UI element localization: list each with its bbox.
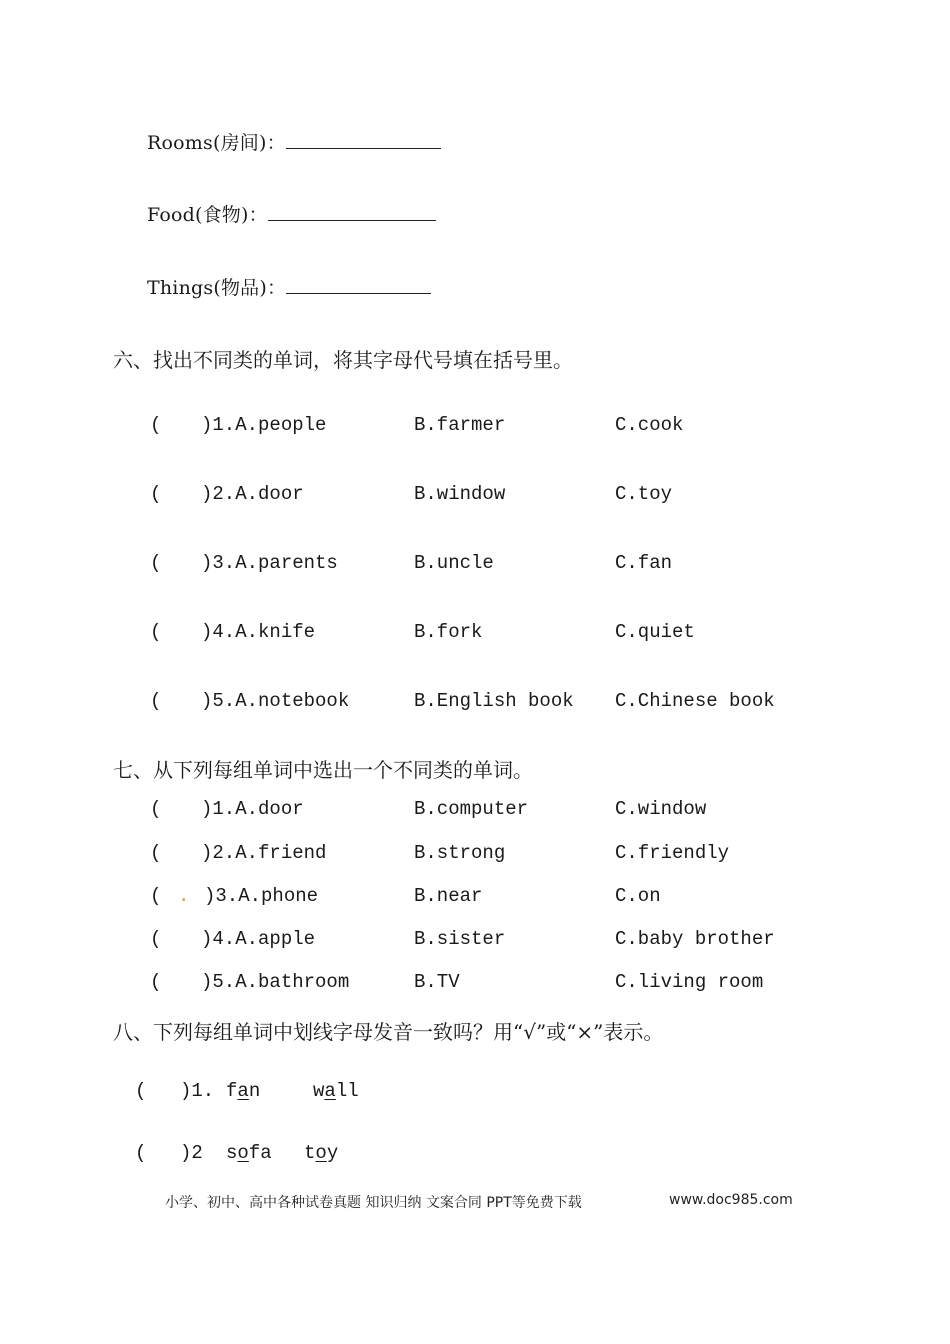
section6-title: 六、找出不同类的单词，将其字母代号填在括号里。 xyxy=(113,348,573,372)
option-a: )3.A.parents xyxy=(201,552,338,574)
option-a: )2.A.door xyxy=(201,483,304,505)
word-sofa: sofa xyxy=(226,1142,272,1164)
food-label: Food(食物)： xyxy=(147,204,268,226)
option-c: C.fan xyxy=(615,552,673,574)
option-b: B.sister xyxy=(414,928,506,950)
section6-item-3 xyxy=(150,552,161,574)
option-b: B.near xyxy=(414,885,483,907)
option-b: B.strong xyxy=(414,842,506,864)
option-b: B.English book xyxy=(414,690,574,712)
answer-paren[interactable]: ( xyxy=(150,928,162,950)
section7-item-4 xyxy=(150,928,161,950)
option-a: )2.A.friend xyxy=(201,842,327,864)
answer-paren[interactable]: ( xyxy=(150,971,162,993)
option-a: )1.A.door xyxy=(201,798,304,820)
answer-paren[interactable]: ( xyxy=(150,842,162,864)
section7-item-1 xyxy=(150,798,161,820)
answer-paren[interactable]: ( xyxy=(150,414,162,436)
option-c: C.cook xyxy=(615,414,684,436)
section6-item-4 xyxy=(150,621,161,643)
item-number: )2 xyxy=(180,1142,203,1164)
section8-title: 八、下列每组单词中划线字母发音一致吗？用“√”或“×”表示。 xyxy=(113,1020,664,1044)
option-b: B.uncle xyxy=(414,552,494,574)
section7-item-5 xyxy=(150,971,161,993)
option-a: )4.A.apple xyxy=(201,928,316,950)
word-fan: fan xyxy=(226,1080,261,1102)
option-a: )5.A.bathroom xyxy=(201,971,350,993)
option-c: C.Chinese book xyxy=(615,690,775,712)
answer-paren[interactable]: ( xyxy=(135,1142,147,1164)
option-c: C.on xyxy=(615,885,661,907)
option-b: B.TV xyxy=(414,971,460,993)
answer-paren[interactable]: ( xyxy=(150,483,162,505)
rooms-blank[interactable] xyxy=(286,132,441,149)
underlined-letter: o xyxy=(237,1142,249,1164)
option-a: )4.A.knife xyxy=(201,621,316,643)
answer-paren[interactable]: ( xyxy=(135,1080,147,1102)
footer-text: 小学、初中、高中各种试卷真题 知识归纳 文案合同 PPT等免费下载 xyxy=(165,1195,582,1211)
things-line xyxy=(147,273,431,300)
section7-item-2 xyxy=(150,842,161,864)
stray-dot-mark: . xyxy=(178,885,190,907)
section6-item-1 xyxy=(150,414,161,436)
option-c: C.friendly xyxy=(615,842,730,864)
word-toy: toy xyxy=(304,1142,339,1164)
option-c: C.living room xyxy=(615,971,764,993)
answer-paren[interactable]: ( xyxy=(150,885,162,907)
answer-paren[interactable]: ( xyxy=(150,690,162,712)
underlined-letter: a xyxy=(324,1080,336,1102)
section7-title: 七、从下列每组单词中选出一个不同类的单词。 xyxy=(113,758,533,782)
underlined-letter: o xyxy=(315,1142,327,1164)
rooms-line xyxy=(147,128,441,155)
option-c: C.window xyxy=(615,798,707,820)
food-blank[interactable] xyxy=(268,204,436,221)
things-blank[interactable] xyxy=(286,277,431,294)
section8-item-2 xyxy=(135,1142,146,1164)
option-a: )3.A.phone xyxy=(204,885,319,907)
option-b: B.fork xyxy=(414,621,483,643)
item-number: )1. xyxy=(180,1080,215,1102)
option-b: B.computer xyxy=(414,798,529,820)
option-a: )1.A.people xyxy=(201,414,327,436)
answer-paren[interactable]: ( xyxy=(150,798,162,820)
section7-item-3 xyxy=(150,885,161,907)
rooms-label: Rooms(房间)： xyxy=(147,132,286,154)
footer-url[interactable]: www.doc985.com xyxy=(669,1192,793,1208)
answer-paren[interactable]: ( xyxy=(150,621,162,643)
option-c: C.toy xyxy=(615,483,673,505)
option-c: C.quiet xyxy=(615,621,695,643)
section8-item-1 xyxy=(135,1080,146,1102)
answer-paren[interactable]: ( xyxy=(150,552,162,574)
section6-item-5 xyxy=(150,690,161,712)
option-a: )5.A.notebook xyxy=(201,690,350,712)
section6-item-2 xyxy=(150,483,161,505)
food-line xyxy=(147,200,436,227)
things-label: Things(物品)： xyxy=(147,277,287,299)
option-c: C.baby brother xyxy=(615,928,775,950)
word-wall: wall xyxy=(313,1080,359,1102)
option-b: B.window xyxy=(414,483,506,505)
option-b: B.farmer xyxy=(414,414,506,436)
underlined-letter: a xyxy=(237,1080,249,1102)
